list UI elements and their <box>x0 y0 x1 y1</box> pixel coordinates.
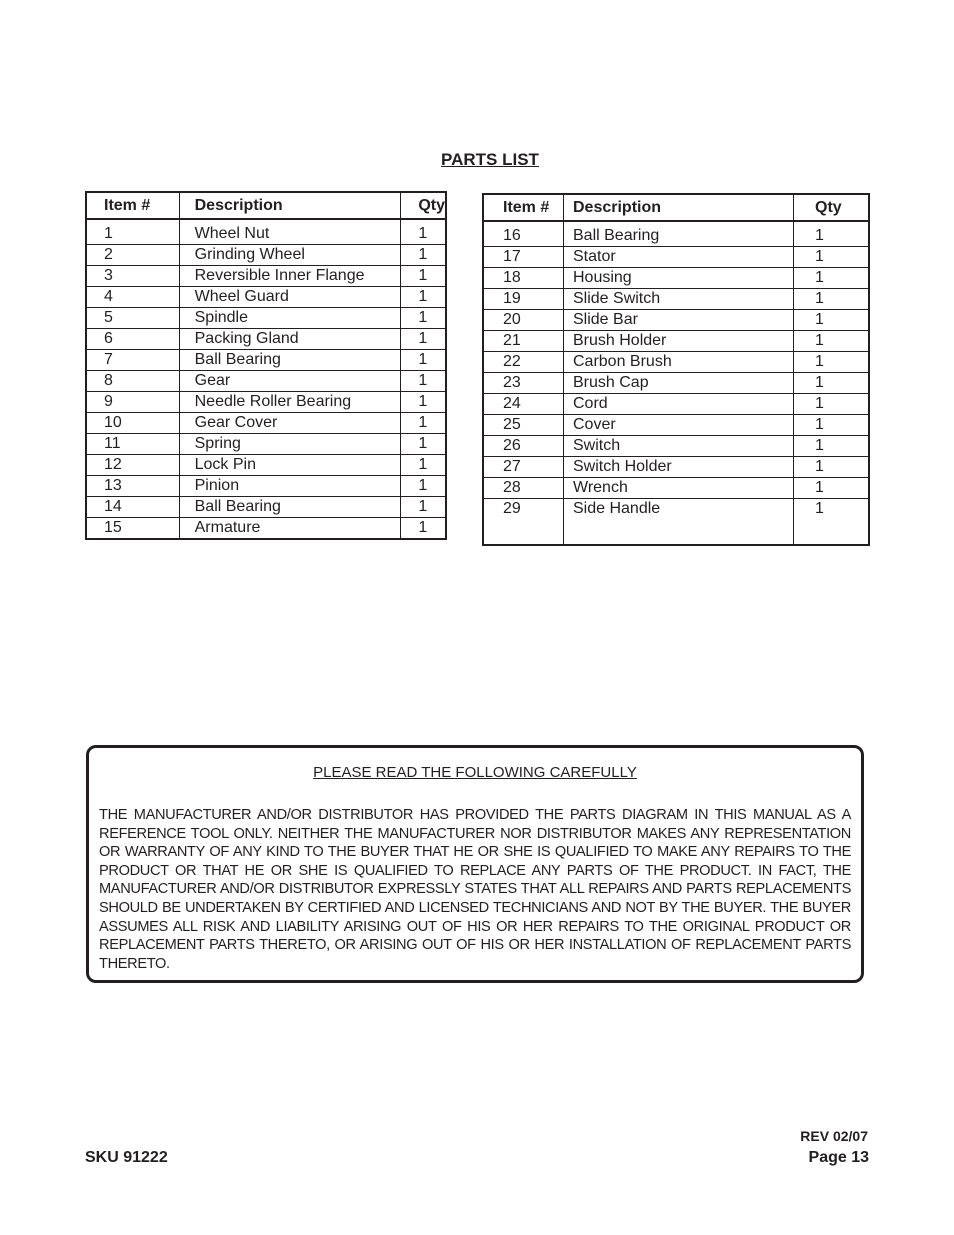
table-row <box>483 289 869 310</box>
part-description: Armature <box>179 518 401 540</box>
part-qty: 1 <box>794 247 870 268</box>
table-row <box>483 221 869 247</box>
table-row <box>86 413 446 434</box>
item-number: 7 <box>86 350 179 371</box>
part-qty: 1 <box>418 519 428 536</box>
part-description: Switch Holder <box>564 457 794 478</box>
parts-table-right-body <box>483 221 869 545</box>
item-number: 12 <box>86 455 179 476</box>
table-header-row <box>86 192 446 219</box>
table-row <box>86 392 446 413</box>
table-row <box>483 499 869 546</box>
part-description: Ball Bearing <box>179 350 401 371</box>
part-qty: 1 <box>401 413 446 434</box>
item-number: 13 <box>86 476 179 497</box>
part-qty: 1 <box>401 287 446 308</box>
item-number: 27 <box>483 457 564 478</box>
part-description: Slide Switch <box>564 289 794 310</box>
item-number: 17 <box>483 247 564 268</box>
table-row <box>86 497 446 518</box>
part-description: Stator <box>564 247 794 268</box>
part-qty: 1 <box>794 352 870 373</box>
table-row <box>86 308 446 329</box>
part-description: Needle Roller Bearing <box>179 392 401 413</box>
part-qty: 1 <box>401 219 446 245</box>
part-description: Cover <box>564 415 794 436</box>
table-row <box>483 310 869 331</box>
disclaimer-box <box>86 745 864 983</box>
part-description: Grinding Wheel <box>179 245 401 266</box>
table-row <box>86 350 446 371</box>
part-qty: 1 <box>401 476 446 497</box>
item-number: 21 <box>483 331 564 352</box>
part-qty: 1 <box>794 457 870 478</box>
table-row <box>86 329 446 350</box>
item-number: 19 <box>483 289 564 310</box>
item-number: 2 <box>86 245 179 266</box>
item-number: 29 <box>483 499 564 546</box>
table-row <box>483 352 869 373</box>
part-description: Brush Cap <box>564 373 794 394</box>
header-item: Item # <box>86 192 179 219</box>
part-qty: 1 <box>401 455 446 476</box>
part-qty: 1 <box>401 350 446 371</box>
part-qty: 1 <box>401 245 446 266</box>
part-qty: 1 <box>815 500 824 517</box>
item-number: 23 <box>483 373 564 394</box>
table-row <box>86 287 446 308</box>
part-qty: 1 <box>401 392 446 413</box>
item-number: 15 <box>86 518 179 540</box>
part-description: Lock Pin <box>179 455 401 476</box>
part-description: Brush Holder <box>564 331 794 352</box>
item-number: 10 <box>86 413 179 434</box>
part-qty: 1 <box>401 329 446 350</box>
part-description: Side Handle <box>564 499 794 546</box>
table-row <box>483 394 869 415</box>
part-description: Spring <box>179 434 401 455</box>
header-qty: Qty <box>401 192 446 219</box>
table-row <box>483 247 869 268</box>
item-number: 28 <box>483 478 564 499</box>
part-qty: 1 <box>794 478 870 499</box>
item-number: 26 <box>483 436 564 457</box>
table-row <box>86 434 446 455</box>
item-number: 6 <box>86 329 179 350</box>
part-description: Wheel Guard <box>179 287 401 308</box>
part-description: Ball Bearing <box>564 221 794 247</box>
item-number: 11 <box>86 434 179 455</box>
part-description: Gear <box>179 371 401 392</box>
item-number: 16 <box>483 221 564 247</box>
part-qty: 1 <box>401 266 446 287</box>
table-row <box>483 436 869 457</box>
table-row <box>86 518 446 540</box>
table-row <box>86 455 446 476</box>
table-row <box>483 268 869 289</box>
part-qty: 1 <box>794 415 870 436</box>
sku-label: SKU 91222 <box>85 1149 168 1166</box>
part-description: Ball Bearing <box>179 497 401 518</box>
part-qty: 1 <box>401 308 446 329</box>
item-number: 22 <box>483 352 564 373</box>
item-number: 24 <box>483 394 564 415</box>
table-row <box>86 245 446 266</box>
table-row <box>483 373 869 394</box>
header-qty: Qty <box>794 194 870 221</box>
item-number: 8 <box>86 371 179 392</box>
table-row <box>483 457 869 478</box>
item-number: 4 <box>86 287 179 308</box>
item-number: 18 <box>483 268 564 289</box>
part-description: Wheel Nut <box>179 219 401 245</box>
item-number: 9 <box>86 392 179 413</box>
part-qty: 1 <box>794 373 870 394</box>
table-row <box>483 331 869 352</box>
table-row <box>483 478 869 499</box>
part-qty: 1 <box>794 436 870 457</box>
item-number: 20 <box>483 310 564 331</box>
part-qty: 1 <box>794 221 870 247</box>
item-number: 5 <box>86 308 179 329</box>
part-description: Spindle <box>179 308 401 329</box>
table-row <box>86 476 446 497</box>
parts-table-left-body <box>86 219 446 539</box>
part-description: Pinion <box>179 476 401 497</box>
parts-table-right <box>482 193 870 546</box>
part-qty: 1 <box>794 394 870 415</box>
page-number: Page 13 <box>808 1149 869 1166</box>
part-description: Switch <box>564 436 794 457</box>
page-title: PARTS LIST <box>441 150 539 169</box>
item-number: 3 <box>86 266 179 287</box>
part-description: Reversible Inner Flange <box>179 266 401 287</box>
parts-table-left <box>85 191 447 540</box>
part-description: Wrench <box>564 478 794 499</box>
part-qty: 1 <box>401 371 446 392</box>
part-qty: 1 <box>794 268 870 289</box>
header-item: Item # <box>483 194 564 221</box>
table-row <box>483 415 869 436</box>
table-header-row <box>483 194 869 221</box>
table-row <box>86 219 446 245</box>
part-qty: 1 <box>401 434 446 455</box>
item-number: 25 <box>483 415 564 436</box>
part-qty: 1 <box>794 289 870 310</box>
item-number: 1 <box>86 219 179 245</box>
part-qty: 1 <box>794 310 870 331</box>
part-description: Slide Bar <box>564 310 794 331</box>
header-description: Description <box>179 192 401 219</box>
disclaimer-text: THE MANUFACTURER AND/OR DISTRIBUTOR HAS PROVIDED THE PARTS DIAGRAM IN THIS MANUAL AS A REFERENCE TOOL ONLY. NEITHER THE MANUFACTURER NOR DISTRIBUTOR MAKES ANY REPRESENTATION OR WARRANTY OF ANY KIND TO THE BUYER THAT HE OR SHE IS QUALIFIED TO MAKE ANY REPAIRS TO THE PRODUCT OR THAT HE OR SHE IS QUALIFIED TO REPLACE ANY PARTS OF THE PRODUCT. IN FACT, THE MANUFACTURER AND/OR DISTRIBUTOR EXPRESSLY STATES THAT ALL REPAIRS AND PARTS REPLACEMENTS SHOULD BE UNDERTAKEN BY CERTIFIED AND LICENSED TECHNICIANS AND NOT BY THE BUYER. THE BUYER ASSUMES ALL RISK AND LIABILITY ARISING OUT OF HIS OR HER REPAIRS TO THE ORIGINAL PRODUCT OR REPLACEMENT PARTS THERETO, OR ARISING OUT OF HIS OR HER INSTALLATION OF REPLACEMENT PARTS THERETO. <box>99 807 851 972</box>
part-description: Packing Gland <box>179 329 401 350</box>
disclaimer-heading: PLEASE READ THE FOLLOWING CAREFULLY <box>313 764 637 781</box>
part-description: Housing <box>564 268 794 289</box>
table-row <box>86 266 446 287</box>
part-description: Cord <box>564 394 794 415</box>
item-number: 14 <box>86 497 179 518</box>
header-description: Description <box>564 194 794 221</box>
table-row <box>86 371 446 392</box>
part-description: Gear Cover <box>179 413 401 434</box>
part-description: Carbon Brush <box>564 352 794 373</box>
part-qty: 1 <box>794 331 870 352</box>
part-qty: 1 <box>401 497 446 518</box>
revision-label: REV 02/07 <box>800 1128 868 1144</box>
